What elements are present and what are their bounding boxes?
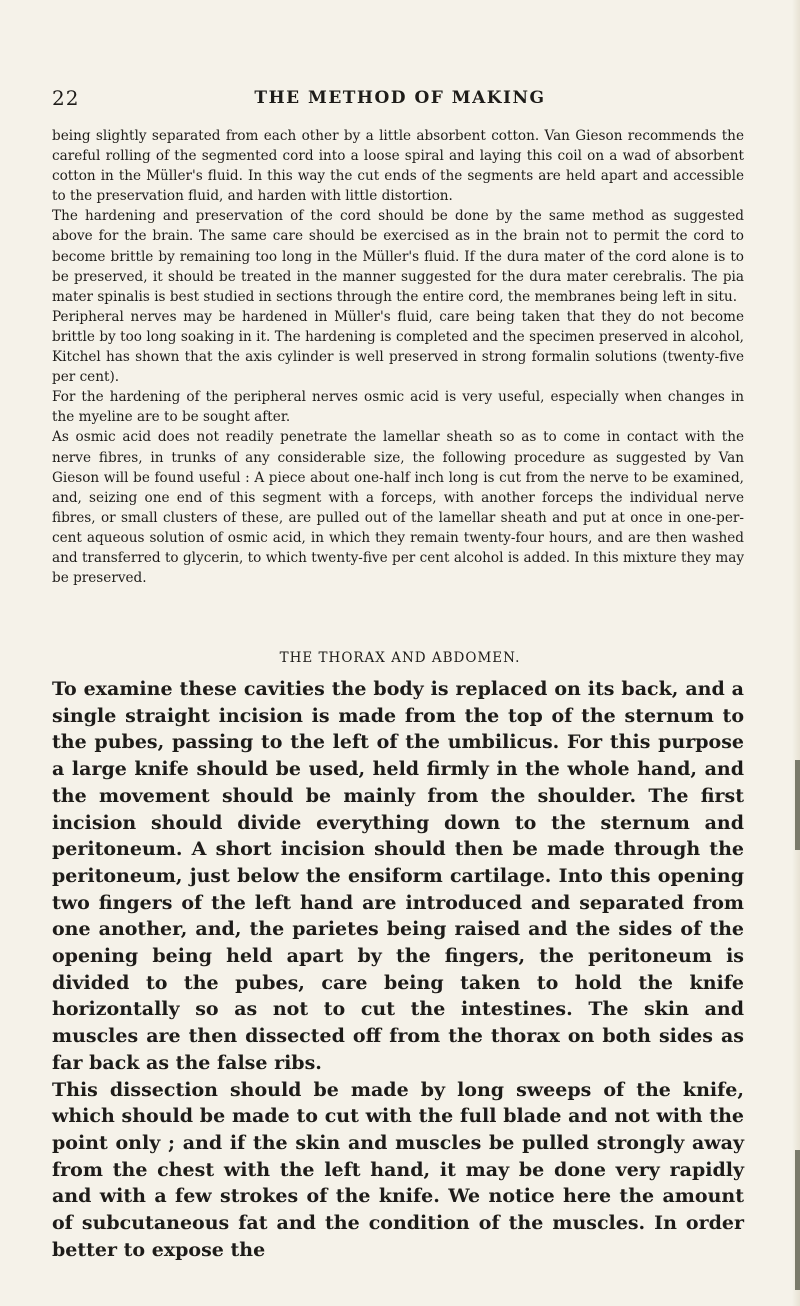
page-edge-mark [795,760,800,850]
paragraph-dissection: This dissection should be made by long sweeps of the knife, which should be made to cut with the full blade and not with the point only ; and if the skin and muscles be pulled strongly away from the chest with the left hand, it may be done very rapidly and with a few strokes of the knife. We notice here the amount of subcutaneous fat and the condition of the muscles. In order better to expose the [52,1078,744,1261]
small-print-section [52,126,744,588]
page-number: 22 [52,86,80,110]
paragraph-osmic-acid-use: For the hardening of the peripheral nerves osmic acid is very useful, especially when changes in the myeline are to be sought after. [52,389,744,426]
paragraph-peripheral-nerves: Peripheral nerves may be hardened in Müller's fluid, care being taken that they do not become brittle by too long soaking in it. The hardening is completed and the specimen preserved in alcohol, Kitchel has shown that the axis cylinder is well preserved in strong formalin solutions (twenty-five per cent). [52,308,744,386]
section-heading: THE THORAX AND ABDOMEN. [279,650,521,666]
page-edge-mark [795,1150,800,1290]
running-head [0,86,800,112]
page-edge-shadow [792,0,800,1306]
paragraph-cord-hardening: The hardening and preservation of the cord should be done by the same method as suggested above for the brain. The same care should be exercised as in the brain not to permit the cord to become brittle by remaining too long in the Müller's fluid. If the dura mater of the cord alone is to be preserved, it should be treated in the manner suggested for the dura mater cerebralis. The pia mater spinalis is best studied in sections through the entire cord, the membranes being left in situ. [52,208,744,305]
running-head-title: THE METHOD OF MAKING [254,88,546,108]
paragraph-osmic-acid-procedure: As osmic acid does not readily penetrate the lamellar sheath so as to come in contact with the nerve fibres, in trunks of any considerable size, the following procedure as suggested by Van Gieson will be found useful : A piece about one-half inch long is cut from the nerve to be examined, and, seizing one end of this segment with a forceps, with another forceps the individual nerve fibres, or small clusters of these, are pulled out of the lamellar sheath and put at once in one-per-cent aqueous solution of osmic acid, in which they remain twenty-four hours, and are then washed and transferred to glycerin, to which twenty-five per cent alcohol is added. In this mixture they may be preserved. [52,429,744,587]
paragraph-thorax-incision: To examine these cavities the body is replaced on its back, and a single straight incision is made from the top of the sternum to the pubes, passing to the left of the umbilicus. For this purpose a large knife should be used, held firmly in the whole hand, and the movement should be mainly from the shoulder. The first incision should divide everything down to the sternum and peritoneum. A short incision should then be made through the peritoneum, just below the ensiform cartilage. Into this opening two fingers of the left hand are introduced and separated from one another, and, the parietes being raised and the sides of the opening being held apart by the fingers, the peritoneum is divided to the pubes, care being taken to hold the knife horizontally so as not to cut the intestines. The skin and muscles are then dissected off from the thorax on both sides as far back as the false ribs. [52,678,744,1074]
large-print-section [52,676,744,1263]
paragraph-cord-segments: being slightly separated from each other by a little absorbent cotton. Van Gieson recommends the careful rolling of the segmented cord into a loose spiral and laying this coil on a wad of absorbent cotton in the Müller's fluid. In this way the cut ends of the segments are held apart and accessible to the preservation fluid, and harden with little distortion. [52,128,744,205]
